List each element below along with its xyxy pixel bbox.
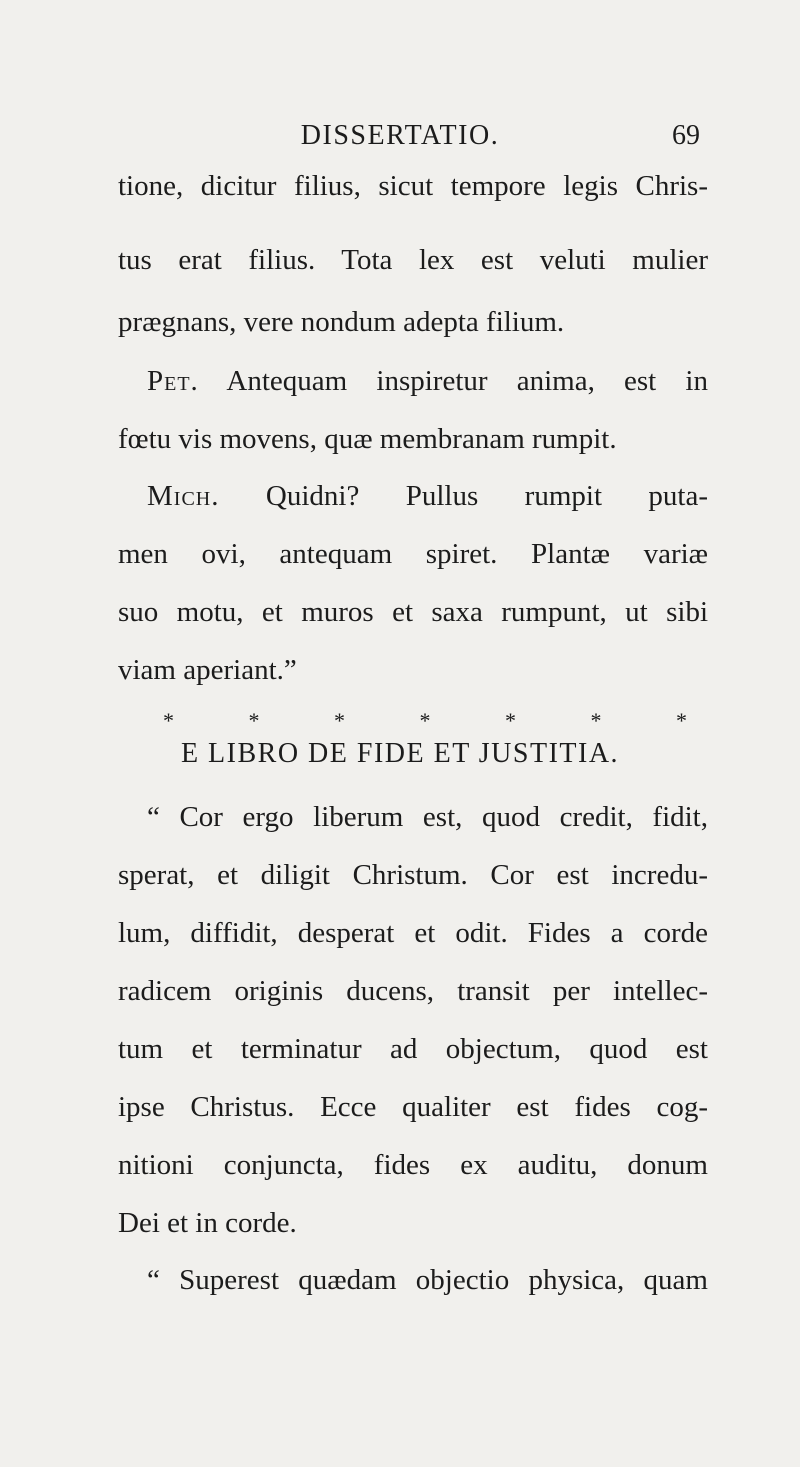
asterisk: *: [590, 708, 602, 733]
asterisk: *: [334, 708, 345, 733]
text-line: “ Superest quædam objectio physica, quam: [147, 1264, 708, 1296]
speaker-line: [118, 361, 708, 401]
asterisk: *: [676, 708, 687, 733]
running-head: [100, 116, 700, 156]
text-line: tus erat filius. Tota lex est veluti mulier: [118, 244, 708, 276]
text-line: fœtu vis movens, quæ membranam rumpit.: [118, 423, 617, 455]
asterisk: *: [163, 708, 174, 733]
asterisk-separator: [163, 706, 687, 736]
asterisk: *: [505, 708, 516, 733]
running-title: DISSERTATIO.: [300, 120, 500, 151]
text-line: suo motu, et muros et saxa rumpunt, ut sibi: [118, 596, 708, 628]
section-heading: E LIBRO DE FIDE ET JUSTITIA.: [180, 738, 620, 769]
speaker-line: [118, 476, 708, 516]
text-line: prægnans, vere nondum adepta filium.: [118, 306, 565, 338]
text-line: “ Cor ergo liberum est, quod credit, fidit,: [147, 801, 708, 833]
text-span: Antequam inspiretur anima, est in: [226, 365, 708, 397]
text-line: Dei et in corde.: [118, 1207, 297, 1239]
asterisk: *: [419, 708, 431, 733]
text-line: radicem originis ducens, transit per intellec-: [118, 975, 708, 1007]
text-line: tum et terminatur ad objectum, quod est: [118, 1033, 708, 1065]
text-line: nitioni conjuncta, fides ex auditu, donum: [118, 1149, 708, 1181]
text-line: sperat, et diligit Christum. Cor est incredu-: [118, 859, 708, 891]
text-span: Quidni? Pullus rumpit puta-: [265, 480, 709, 512]
text-line: ipse Christus. Ecce qualiter est fides cog-: [118, 1091, 708, 1123]
asterisk: *: [248, 708, 260, 733]
page-number: 69: [672, 120, 700, 151]
speaker-name: Pet.: [147, 365, 199, 397]
speaker-name: Mich.: [147, 480, 220, 512]
text-line: viam aperiant.”: [118, 654, 297, 686]
text-line: men ovi, antequam spiret. Plantæ variæ: [118, 538, 708, 570]
text-line: lum, diffidit, desperat et odit. Fides a corde: [118, 917, 708, 949]
text-line: tione, dicitur filius, sicut tempore legis Chris-: [118, 170, 708, 202]
